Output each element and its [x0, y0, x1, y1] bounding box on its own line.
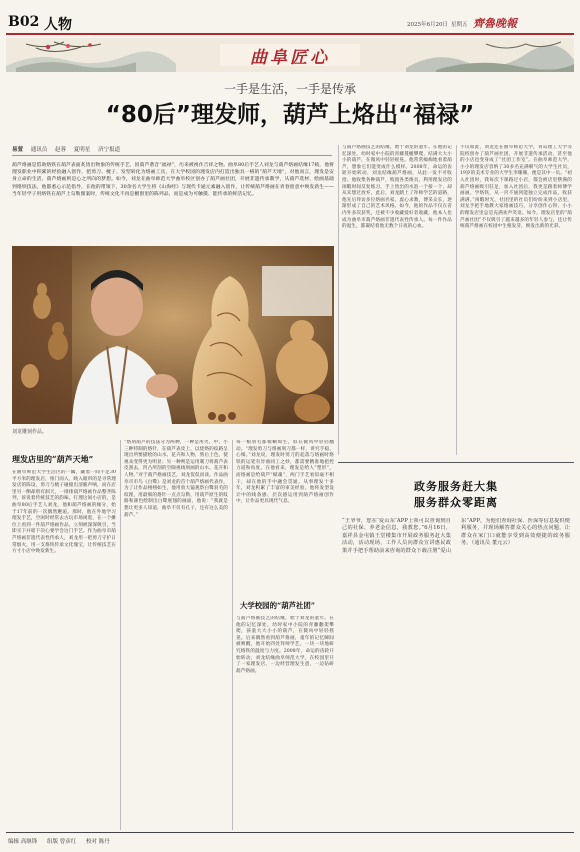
- kicker: 一手是生活，一手是传承: [223, 82, 356, 96]
- byline-item: 济宁报道: [98, 147, 121, 153]
- footer-credits: [8, 837, 110, 845]
- byline-item: 夏明星: [73, 147, 91, 153]
- issue-weekday: 星期五: [451, 22, 468, 28]
- subhead-barber-shop: 理发店里的“葫芦天地”: [12, 454, 94, 464]
- page-code: B02: [8, 14, 40, 30]
- photo-caption: 刘龙雕刻作品。: [12, 429, 48, 435]
- article-column-4: 与葫芦烙画技艺的结缘，始于刘龙的童年。在他的记忆深处，幼时家中小院的青藤蔓蜒攀爬，结满大大小小的葫芦，在微风中轻轻摇晃。他常常痴痴地看着葫芦，想象它们能变成什么模样。2008年，命运的齿轮开始转动，刘龙结缘葫芦烙画，从此一发不可收拾。他收集各种葫芦，购置各类烙具，利用理发店的闲暇时间反复练习，手上烫出的水泡一个接一个，却从未想过放弃。此后，刘龙踏上了拜师学艺的道路，他先后拜访多位烙画名家，虚心求教，博采众长，逐渐形成了自己的艺术风格。如今，他的作品不仅在省内外多次获奖，还被不少收藏爱好者收藏，他本人也成为曲阜市葫芦烙画非遗代表性传承人。每一件作品的诞生，都凝结着他无数个日夜的心血。: [342, 145, 452, 230]
- article-column-3b: 与葫芦烙画技艺的结缘，始于刘龙的童年。在他的记忆深处，幼时家中小院的青藤翻架攀爬，孩童大大小小的葫芦，在微风中轻轻摇晃。后来偶然看到葫芦烙画，童年的记忆瞬间被唤醒，他开始四处拜师学艺，一块一块地研究烙铁的温度与力度。2008年，命运的齿轮开始转动，刘龙结缘曲阜师范大学，在校园里开了一家理发店，一边经营理发生意，一边钻研葫芦烙画。: [236, 616, 334, 674]
- byline-item: 易萱: [12, 147, 24, 153]
- sidebar-headline-2: 服务群众零距离: [414, 496, 498, 509]
- banner: [6, 38, 574, 72]
- lede-paragraph: 葫芦烙画是借助烙铁在葫芦表面炙烫出物象的传统手艺，因葫芦谐音“福禄”，历来被视作吉祥之物。曲阜80后手艺人刘龙与葫芦烙画结缘17载，他将理发职业中积累的经验融入创作，把剪刀、梳子、发型转化为烙画工具，在大学校园的理发店内打造出独具一格的“葫芦天地”，对他而言，理发是安身立命的生活，葫芦烙画则是心之所向的梦想。如今，刘龙在曲阜师范大学曲阜校区创办了葫芦画社团，开展非遗传承教学，从葫芦选材、绘画基础到烙铁技法，他都悉心示范指导，在他的带领下，30余名大学生将《山海经》与现代卡通元素融入创作，让传统葫芦烙画在青春创意中焕发新生——当年轻学子用烙铁在葫芦上勾勒图案时，传统文化不再是橱窗里的陈列品，而是成为可触摸、能传承的鲜活记忆。: [12, 163, 334, 197]
- byline-item: 通讯员: [30, 147, 48, 153]
- byline-item: 赵蓉: [55, 147, 67, 153]
- footer-proofreader: 校对 陈丹: [86, 839, 110, 845]
- banner-title: 曲阜匠心: [250, 48, 330, 68]
- paper-logo: 齊魯晚報: [473, 17, 517, 30]
- article-column-1: 在曲阜师范大学生活区的一隅，藏着一间不足30平方米的理发店，推门而入，映入眼帘的是寻常理发店的陈设，剪刀与梳子碰撞出清脆声响，而在店里另一侧却别有洞天，一排排葫芦烙画作品整齐陈列，诉说着传统技艺的韵味。打理这间小店的，是曲阜80后手艺人刘龙，他和葫芦烙画的缘分，始于17年前的一次偶然邂逅。那时，他在外地学习理发手艺，空闲时经常去古玩市场闲逛，在一个摊位上看到一件葫芦烙画作品，立刻被深深吸引，当即买下并暗下决心要学会这门手艺。作为曲阜市葫芦烙画非遗代表性传承人，刘龙用一把剪刀守护日常烟火，用一支烙铁传承文化瑰宝，让传统技艺在方寸小店中焕发新生。: [12, 470, 116, 555]
- sidebar-headline-1: 政务服务赶大集: [414, 480, 498, 493]
- footer-designer: 组版 曾彦红: [47, 839, 77, 845]
- subhead-campus-club: 大学校园的“葫芦社团”: [240, 601, 316, 610]
- masthead: [0, 0, 580, 34]
- issue-date: 2025年6月20日: [407, 22, 448, 28]
- blank-area: [338, 612, 574, 828]
- headline: “80后”理发师，葫芦上烙出“福禄”: [105, 102, 475, 128]
- byline: [12, 145, 120, 153]
- byline-rule: [12, 155, 332, 156]
- footer-rule: [6, 832, 574, 833]
- article-column-2: “烙刻葫芦的技法分为两种，一种是用火、中、小三种特制的烙针，在葫芦表皮上，以烧烙的纹路呈现出所要描绘的山水、花卉和人物，然后上色。使视朵变得更为明显；另一种则是运用剃刀将葫芦表皮刮去，凹凸所刮的空隙视线刻画的山水、花卉和人物。”对于葫芦烙画技艺，刘龙侃侃而谈。作品曲阜市市鸟《白鹭》是刘龙的首个葫芦烙画代表作，为了让作品栩栩如生，他用放大镜观察白鹭羽毛的纹理，用最细的烙针一点点勾勒，用葫芦原生的纹路和颜色绘制出白鹭展翅的画面，他说：“我就是想让更多人知道，曲阜不仅有孔子，还有这么美的葫芦。”: [124, 440, 228, 518]
- feature-photo: [12, 246, 334, 424]
- section-name: 人物: [44, 17, 72, 33]
- masthead-rule: [6, 33, 574, 35]
- article-column-5: 不仅如此，刘龙还在曲阜师范大学，青岛理工大学等院校创办了葫芦画社团，开展非遗传承活动，甚至他的小店也变身成了“社团工作室”。在曲阜师范大学，小小的理发店容纳了30多名充满朝气的大学生社员，19岁的美术专业的大学生李珊珊，便是其中一员。“初入社团时，我每次下课路过小店，都会被店里摆满的葫芦烙画吸引驻足，加入社团后，我更是跟着师傅学画画、学烙铁，从一窍不通到能独立完成作品，收获满满。”闲暇时光，社团里的社员们纷纷来到小店里，刘龙手把手地教大家烙画技巧，分享创作心得，小小的理发店里总是充满欢声笑语。如今，理发店里的“葫芦画社团”不仅吸引了越来越多的年轻人参与，还让传统葫芦烙画在校园中生根发芽，焕发出新的光彩。: [460, 145, 572, 230]
- sidebar-rule: [338, 462, 574, 463]
- footer-editor: 编辑 高继锋: [8, 839, 38, 845]
- article-column-3: 每一根羽毛都模糊如生，似在微风中轻轻翻动。“理发剪刀与烙画刻刀都一样，讲究手稳、心细。”刘龙说，理发时剪刀的起落与烙画时烙铁的运笔有异曲同工之妙，都需要精准地把控力道和角度。在他看来，理发是给人“塑形”，而烙画是给葫芦“赋魂”，两门手艺看似毫不相干，却在他的手中融会贯通。从事理发十多年，刘龙积累了丰富的审美经验，他将发型设计中的线条感、层次感运用到葫芦烙画创作中，让作品更具现代气息。: [236, 440, 334, 505]
- sidebar-story: “王爷爷，您在‘爱山东’APP上领可以查询到自己的社保、养老金信息，我教您。”6月16日，嘉祥县金屯镇王堂楼集市开展政务服务赶大集活动，活动现场，工作人员向群众宣讲惠民政策并手把手帮助前来咨询的群众下载注册“爱山东”APP，为他们查询社保、医保等信息提供便利服务，并现场解答群众关心的热点问题，让群众在家门口就能享受到高效便捷的政务服务。（通讯员 董元云）: [342, 518, 570, 554]
